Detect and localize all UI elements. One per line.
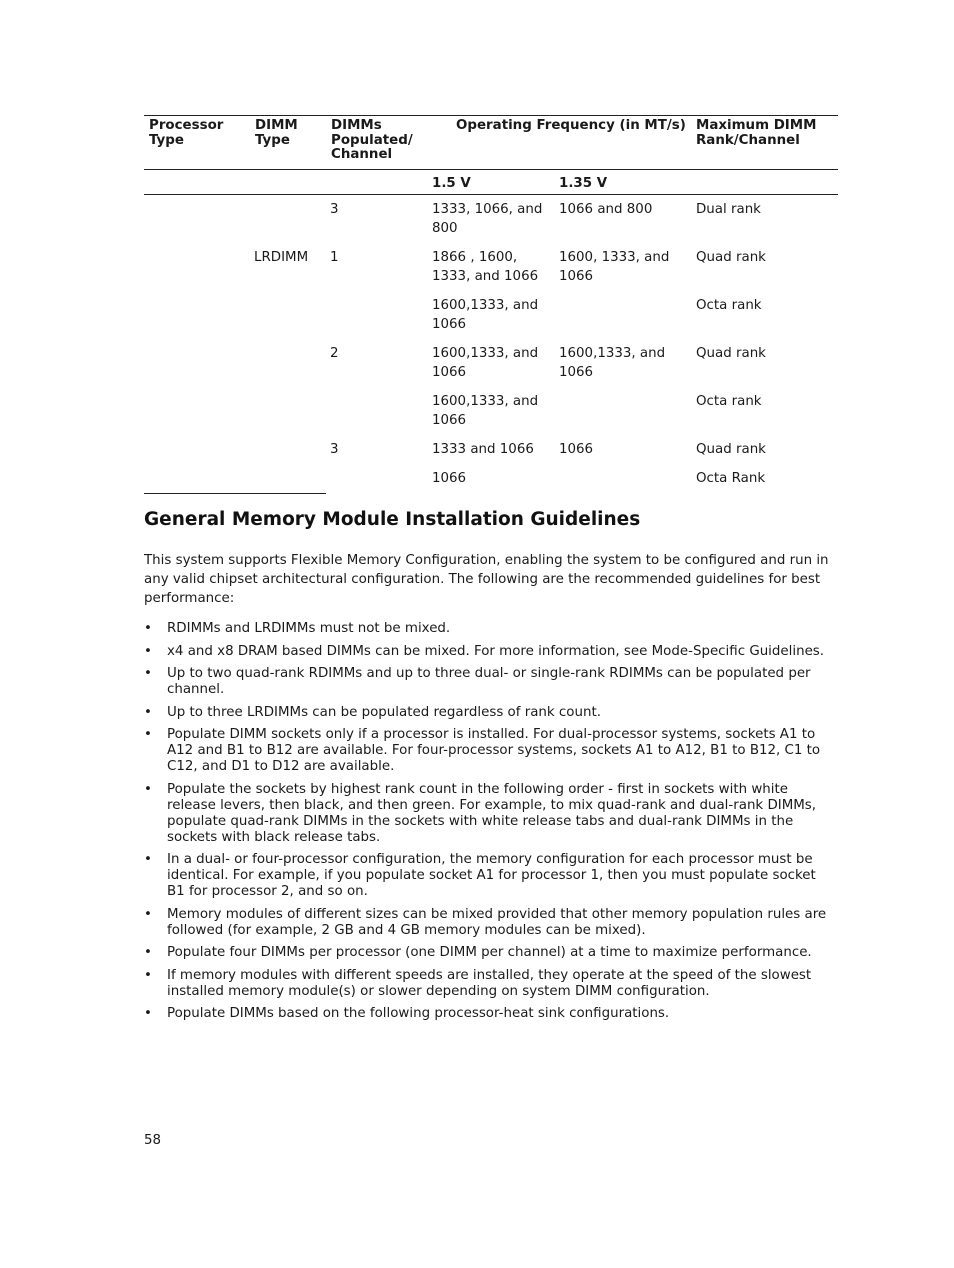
table-cell-rank: Dual rank [696,202,761,217]
table-cell-1-5v: 1333 and 1066 [432,442,534,457]
table-cell-1-5v: 1600,1333, and 1066 [432,346,539,380]
subheader-rule [144,194,838,195]
header-rule [144,169,838,170]
list-item: • x4 and x8 DRAM based DIMMs can be mixed. For more information, see Mode-Specific Guidelines. [144,644,834,660]
header-dimm-type: DIMM Type [255,118,298,148]
table-cell-rank: Quad rank [696,250,766,265]
list-item: • Populate DIMM sockets only if a processor is installed. For dual-processor systems, sockets A1 to A12 and B1 to B12 are available. For four-processor systems, sockets A1 to A12, B1 to B12, C1 to C12, and D1 to D12 are available. [144,727,834,775]
header-processor-type: Processor Type [149,118,224,148]
table-cell-1-5v: 1333, 1066, and 800 [432,202,543,236]
section-title: General Memory Module Installation Guidelines [144,509,641,530]
header-max-rank: Maximum DIMM Rank/Channel [696,118,817,148]
table-cell-populated: 2 [330,346,339,361]
table-top-rule [144,115,838,116]
table-cell-1-5v: 1600,1333, and 1066 [432,298,539,332]
table-cell-rank: Quad rank [696,442,766,457]
list-item: • Populate the sockets by highest rank count in the following order - first in sockets with white release levers, then black, and then green. For example, to mix quad-rank and dual-rank DIMMs, populate quad-rank DIMMs in the sockets with white release tabs and dual-rank DIMMs in the sockets with black release tabs. [144,782,834,846]
table-cell-rank: Octa Rank [696,471,766,486]
table-cell-populated: 1 [330,250,339,265]
dimm-type-cell: LRDIMM [254,250,309,265]
table-cell-1-35v: 1066 [559,442,594,457]
page-number: 58 [144,1133,162,1148]
table-cell-1-5v: 1866 , 1600, 1333, and 1066 [432,250,539,284]
list-item: • Populate four DIMMs per processor (one DIMM per channel) at a time to maximize performance. [144,945,834,961]
list-item: • Up to three LRDIMMs can be populated regardless of rank count. [144,705,834,721]
header-dimms-populated: DIMMs Populated/ Channel [331,118,413,162]
table-cell-rank: Octa rank [696,394,762,409]
table-bottom-rule [144,493,326,494]
subheader-1-35v: 1.35 V [559,176,608,191]
table-cell-1-35v: 1066 and 800 [559,202,653,217]
table-cell-populated: 3 [330,202,339,217]
table-cell-1-35v: 1600, 1333, and 1066 [559,250,670,284]
table-cell-rank: Octa rank [696,298,762,313]
header-operating-frequency: Operating Frequency (in MT/s) [456,118,686,133]
table-cell-1-35v: 1600,1333, and 1066 [559,346,666,380]
intro-paragraph: This system supports Flexible Memory Configuration, enabling the system to be configured and run in any valid chipset architectural configuration. The following are the recommended guidelines for best performance: [144,553,829,606]
list-item: • Populate DIMMs based on the following processor-heat sink configurations. [144,1006,834,1022]
subheader-1-5v: 1.5 V [432,176,471,191]
table-cell-rank: Quad rank [696,346,766,361]
list-item: • Memory modules of different sizes can be mixed provided that other memory population rules are followed (for example, 2 GB and 4 GB memory modules can be mixed). [144,907,834,939]
table-cell-1-5v: 1066 [432,471,467,486]
table-cell-populated: 3 [330,442,339,457]
list-item: • Up to two quad-rank RDIMMs and up to three dual- or single-rank RDIMMs can be populated per channel. [144,666,834,698]
list-item: • If memory modules with different speeds are installed, they operate at the speed of the slowest installed memory module(s) or slower depending on system DIMM configuration. [144,968,834,1000]
table-cell-1-5v: 1600,1333, and 1066 [432,394,539,428]
guidelines-list [144,621,834,1029]
list-item: • In a dual- or four-processor configuration, the memory configuration for each processor must be identical. For example, if you populate socket A1 for processor 1, then you must populate socket B1 for processor 2, and so on. [144,852,834,900]
list-item: • RDIMMs and LRDIMMs must not be mixed. [144,621,834,637]
